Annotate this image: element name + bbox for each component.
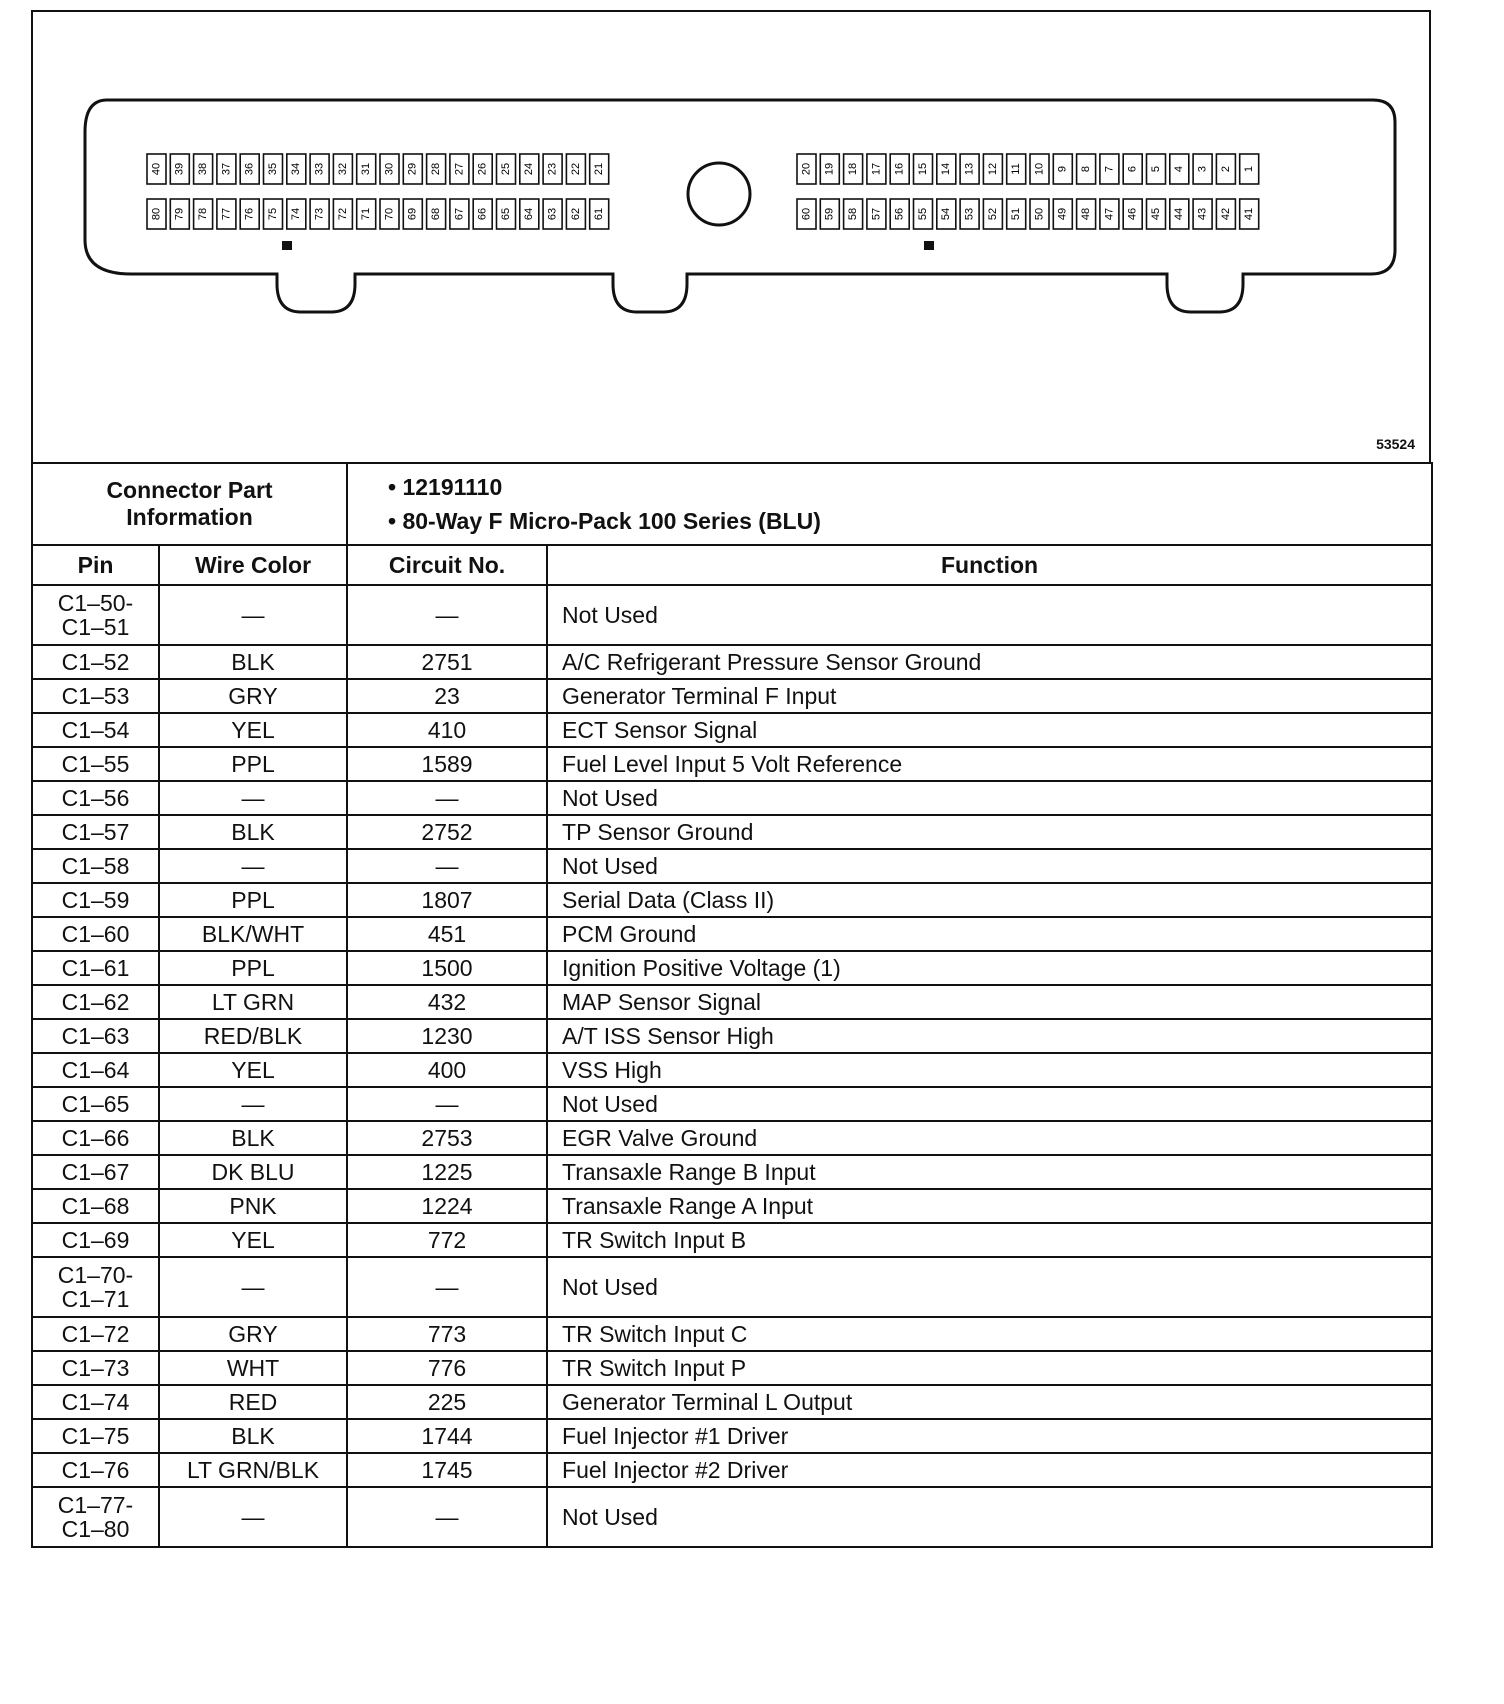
pin-number: 55	[916, 207, 929, 221]
pin-number: 74	[290, 207, 303, 221]
pin-label: C1–70-	[57, 1262, 134, 1288]
pin-number: 9	[1056, 165, 1069, 173]
pin-number: 20	[800, 162, 813, 176]
function-cell: A/C Refrigerant Pressure Sensor Ground	[547, 645, 1432, 679]
table-row	[32, 1385, 1432, 1419]
wire-color-cell: LT GRN/BLK	[159, 1453, 347, 1487]
function-cell: ECT Sensor Signal	[547, 713, 1432, 747]
wire-color-cell: RED/BLK	[159, 1019, 347, 1053]
function-cell: Transaxle Range A Input	[547, 1189, 1432, 1223]
table-row	[32, 1419, 1432, 1453]
circuit-no-cell: 451	[347, 917, 547, 951]
pin-label: C1–62	[61, 988, 130, 1015]
pin-number: 28	[430, 162, 443, 176]
pin-cell	[32, 679, 159, 713]
table-row	[32, 645, 1432, 679]
wire-color-cell: PPL	[159, 883, 347, 917]
pin-cell	[32, 1189, 159, 1223]
circuit-no-cell: 225	[347, 1385, 547, 1419]
wire-color-cell: PNK	[159, 1189, 347, 1223]
pin-cell	[32, 747, 159, 781]
pin-cell	[32, 1419, 159, 1453]
alignment-mark-left	[282, 241, 292, 250]
pin-number: 27	[453, 162, 466, 176]
pin-number: 72	[336, 207, 349, 221]
pin-number: 10	[1033, 162, 1046, 176]
circuit-no-cell: 23	[347, 679, 547, 713]
pin-cell	[32, 1155, 159, 1189]
circuit-no-cell: 410	[347, 713, 547, 747]
function-cell: Serial Data (Class II)	[547, 883, 1432, 917]
pin-label: C1–66	[61, 1124, 130, 1151]
table-row	[32, 985, 1432, 1019]
pin-number: 25	[499, 162, 512, 176]
header-circuit-no: Circuit No.	[347, 545, 547, 585]
pin-cell	[32, 1257, 159, 1317]
pin-number: 64	[523, 207, 536, 221]
header-pin: Pin	[32, 545, 159, 585]
pin-label: C1–74	[61, 1388, 130, 1415]
table-row	[32, 815, 1432, 849]
function-cell: Generator Terminal L Output	[547, 1385, 1432, 1419]
table-row	[32, 1317, 1432, 1351]
function-cell: Fuel Injector #1 Driver	[547, 1419, 1432, 1453]
wire-color-cell: BLK	[159, 1121, 347, 1155]
wire-color-cell: BLK/WHT	[159, 917, 347, 951]
pin-number: 38	[197, 162, 210, 176]
table-row	[32, 849, 1432, 883]
pin-label: C1–60	[61, 920, 130, 947]
pin-number: 51	[1010, 207, 1023, 221]
pin-number: 68	[430, 207, 443, 221]
pin-cell	[32, 1487, 159, 1547]
header-wire-color: Wire Color	[159, 545, 347, 585]
circuit-no-cell: 400	[347, 1053, 547, 1087]
function-cell: Fuel Level Input 5 Volt Reference	[547, 747, 1432, 781]
wire-color-cell: WHT	[159, 1351, 347, 1385]
table-row	[32, 585, 1432, 645]
pin-number: 22	[569, 162, 582, 176]
pin-number: 13	[963, 162, 976, 176]
circuit-no-cell: 2751	[347, 645, 547, 679]
pin-number: 56	[893, 207, 906, 221]
pin-number: 4	[1173, 165, 1186, 173]
pin-number: 33	[313, 162, 326, 176]
connector-face-drawing	[33, 12, 1429, 462]
connector-part-number: • 12191110	[388, 474, 503, 500]
table-row	[32, 1487, 1432, 1547]
pin-number: 41	[1243, 207, 1256, 221]
pin-cell	[32, 917, 159, 951]
connector-info-values	[347, 463, 1432, 545]
pin-number: 76	[243, 207, 256, 221]
table-row	[32, 1053, 1432, 1087]
pin-number: 61	[593, 207, 606, 221]
pin-number: 45	[1149, 207, 1162, 221]
alignment-mark-right	[924, 241, 934, 250]
pin-cell	[32, 781, 159, 815]
pin-label: C1–76	[61, 1456, 130, 1483]
pin-label: C1–65	[61, 1090, 130, 1117]
table-row	[32, 781, 1432, 815]
pin-number: 32	[336, 162, 349, 176]
pin-number: 43	[1196, 207, 1209, 221]
pin-number: 49	[1056, 207, 1069, 221]
function-cell: Not Used	[547, 1087, 1432, 1121]
function-cell: Not Used	[547, 849, 1432, 883]
pin-number: 21	[593, 162, 606, 176]
pin-cavity-group	[147, 154, 1259, 229]
circuit-no-cell: 772	[347, 1223, 547, 1257]
pin-label: C1–53	[61, 682, 130, 709]
pin-number: 66	[476, 207, 489, 221]
pin-number: 80	[150, 207, 163, 221]
table-row	[32, 1087, 1432, 1121]
pin-number: 42	[1219, 207, 1232, 221]
pin-number: 48	[1080, 207, 1093, 221]
wire-color-cell: —	[159, 1087, 347, 1121]
wire-color-cell: —	[159, 1487, 347, 1547]
function-cell: TR Switch Input P	[547, 1351, 1432, 1385]
pin-number: 46	[1126, 207, 1139, 221]
function-cell: Generator Terminal F Input	[547, 679, 1432, 713]
pin-number: 31	[360, 162, 373, 176]
pin-cell	[32, 1453, 159, 1487]
circuit-no-cell: 2752	[347, 815, 547, 849]
pin-number: 3	[1196, 165, 1209, 173]
pin-cell	[32, 1351, 159, 1385]
pin-number: 36	[243, 162, 256, 176]
pin-cell	[32, 951, 159, 985]
pin-number: 17	[870, 162, 883, 176]
pin-cell	[32, 1019, 159, 1053]
pin-number: 65	[499, 207, 512, 221]
function-cell: VSS High	[547, 1053, 1432, 1087]
pin-number: 63	[546, 207, 559, 221]
function-cell: Not Used	[547, 585, 1432, 645]
function-cell: Transaxle Range B Input	[547, 1155, 1432, 1189]
function-cell: TR Switch Input B	[547, 1223, 1432, 1257]
pin-label: C1–61	[61, 954, 130, 981]
pin-number: 12	[986, 162, 999, 176]
wire-color-cell: YEL	[159, 713, 347, 747]
pin-number: 5	[1149, 165, 1162, 173]
wire-color-cell: RED	[159, 1385, 347, 1419]
pin-number: 8	[1080, 165, 1093, 173]
header-function: Function	[547, 545, 1432, 585]
pin-cell	[32, 713, 159, 747]
pin-number: 77	[220, 207, 233, 221]
pin-label: C1–72	[61, 1320, 130, 1347]
circuit-no-cell: 2753	[347, 1121, 547, 1155]
wire-color-cell: GRY	[159, 679, 347, 713]
function-cell: Not Used	[547, 1257, 1432, 1317]
pin-number: 37	[220, 162, 233, 176]
connector-description: • 80-Way F Micro-Pack 100 Series (BLU)	[388, 508, 821, 534]
pin-number: 73	[313, 207, 326, 221]
pin-label: C1–68	[61, 1192, 130, 1219]
circuit-no-cell: 432	[347, 985, 547, 1019]
table-row	[32, 883, 1432, 917]
circuit-no-cell: 1589	[347, 747, 547, 781]
table-row	[32, 1351, 1432, 1385]
circuit-no-cell: 1224	[347, 1189, 547, 1223]
pin-label: C1–56	[61, 784, 130, 811]
pin-number: 58	[847, 207, 860, 221]
table-row	[32, 679, 1432, 713]
function-cell: TP Sensor Ground	[547, 815, 1432, 849]
pin-label: C1–58	[61, 852, 130, 879]
table-row	[32, 713, 1432, 747]
pin-label: C1–63	[61, 1022, 130, 1049]
pin-number: 24	[523, 162, 536, 176]
connector-info-label	[32, 463, 347, 545]
pin-number: 6	[1126, 165, 1139, 173]
table-row	[32, 1223, 1432, 1257]
pin-number: 29	[406, 162, 419, 176]
pin-number: 11	[1010, 163, 1023, 175]
connector-outline	[85, 100, 1395, 312]
table-row	[32, 1189, 1432, 1223]
pin-label: C1–71	[61, 1286, 130, 1312]
pin-label: C1–59	[61, 886, 130, 913]
wire-color-cell: YEL	[159, 1053, 347, 1087]
pin-cell	[32, 1317, 159, 1351]
table-row	[32, 747, 1432, 781]
connector-info-label-line2: Information	[126, 504, 253, 530]
circuit-no-cell: —	[347, 1087, 547, 1121]
pin-label: C1–55	[61, 750, 130, 777]
circuit-no-cell: 1500	[347, 951, 547, 985]
pin-number: 18	[847, 162, 860, 176]
circuit-no-cell: —	[347, 1487, 547, 1547]
function-cell: Not Used	[547, 781, 1432, 815]
pin-number: 39	[173, 162, 186, 176]
pin-number: 23	[546, 162, 559, 176]
pin-label: C1–54	[61, 716, 130, 743]
wire-color-cell: —	[159, 781, 347, 815]
wire-color-cell: —	[159, 1257, 347, 1317]
pin-label: C1–57	[61, 818, 130, 845]
pin-number: 70	[383, 207, 396, 221]
connector-info-row	[32, 463, 1432, 545]
connector-sheet	[31, 10, 1431, 1548]
pin-cell	[32, 1385, 159, 1419]
wire-color-cell: —	[159, 585, 347, 645]
wire-color-cell: BLK	[159, 1419, 347, 1453]
function-cell: Not Used	[547, 1487, 1432, 1547]
table-row	[32, 951, 1432, 985]
pin-cell	[32, 815, 159, 849]
pin-number: 67	[453, 207, 466, 221]
pin-label: C1–51	[61, 614, 130, 640]
wire-color-cell: PPL	[159, 747, 347, 781]
pin-number: 52	[986, 207, 999, 221]
pin-number: 7	[1103, 165, 1116, 173]
pin-number: 75	[266, 207, 279, 221]
connector-diagram	[31, 10, 1431, 462]
wire-color-cell: BLK	[159, 815, 347, 849]
wire-color-cell: PPL	[159, 951, 347, 985]
pin-cell	[32, 883, 159, 917]
pin-number: 53	[963, 207, 976, 221]
circuit-no-cell: 1745	[347, 1453, 547, 1487]
pin-number: 34	[290, 162, 303, 176]
table-row	[32, 1257, 1432, 1317]
table-row	[32, 1155, 1432, 1189]
pin-number: 71	[360, 207, 373, 221]
pin-label: C1–75	[61, 1422, 130, 1449]
function-cell: A/T ISS Sensor High	[547, 1019, 1432, 1053]
pin-cell	[32, 1223, 159, 1257]
pin-cell	[32, 645, 159, 679]
pin-number: 19	[823, 162, 836, 176]
pin-number: 2	[1219, 165, 1232, 173]
pinout-table	[31, 462, 1433, 1548]
pin-number: 50	[1033, 207, 1046, 221]
circuit-no-cell: 1225	[347, 1155, 547, 1189]
pin-number: 60	[800, 207, 813, 221]
function-cell: MAP Sensor Signal	[547, 985, 1432, 1019]
pin-number: 26	[476, 162, 489, 176]
center-keying-hole	[688, 163, 750, 225]
pin-label: C1–64	[61, 1056, 130, 1083]
connector-info-label-line1: Connector Part	[106, 477, 273, 503]
figure-id: 53524	[1376, 436, 1415, 452]
circuit-no-cell: 776	[347, 1351, 547, 1385]
circuit-no-cell: 773	[347, 1317, 547, 1351]
pin-number: 59	[823, 207, 836, 221]
function-cell: PCM Ground	[547, 917, 1432, 951]
pin-number: 62	[569, 207, 582, 221]
pin-number: 69	[406, 207, 419, 221]
pin-label: C1–52	[61, 648, 130, 675]
pin-label: C1–73	[61, 1354, 130, 1381]
function-cell: Ignition Positive Voltage (1)	[547, 951, 1432, 985]
function-cell: EGR Valve Ground	[547, 1121, 1432, 1155]
pin-number: 15	[916, 162, 929, 176]
circuit-no-cell: 1807	[347, 883, 547, 917]
circuit-no-cell: —	[347, 849, 547, 883]
wire-color-cell: YEL	[159, 1223, 347, 1257]
pin-label: C1–67	[61, 1158, 130, 1185]
wire-color-cell: DK BLU	[159, 1155, 347, 1189]
wire-color-cell: GRY	[159, 1317, 347, 1351]
pin-cell	[32, 985, 159, 1019]
circuit-no-cell: 1744	[347, 1419, 547, 1453]
pin-number: 30	[383, 162, 396, 176]
pin-cell	[32, 849, 159, 883]
pin-cell	[32, 585, 159, 645]
pin-label: C1–50-	[57, 590, 134, 616]
circuit-no-cell: —	[347, 585, 547, 645]
pin-number: 16	[893, 162, 906, 176]
pin-label: C1–80	[61, 1516, 130, 1542]
pin-number: 40	[150, 162, 163, 176]
pin-number: 57	[870, 207, 883, 221]
pin-cell	[32, 1053, 159, 1087]
table-row	[32, 1453, 1432, 1487]
pin-number: 47	[1103, 207, 1116, 221]
table-row	[32, 917, 1432, 951]
table-header-row	[32, 545, 1432, 585]
pin-label: C1–69	[61, 1226, 130, 1253]
table-row	[32, 1121, 1432, 1155]
wire-color-cell: BLK	[159, 645, 347, 679]
pin-number: 78	[197, 207, 210, 221]
table-row	[32, 1019, 1432, 1053]
pin-label: C1–77-	[57, 1492, 134, 1518]
pin-number: 79	[173, 207, 186, 221]
function-cell: TR Switch Input C	[547, 1317, 1432, 1351]
pin-number: 54	[940, 207, 953, 221]
circuit-no-cell: 1230	[347, 1019, 547, 1053]
pin-number: 1	[1243, 165, 1256, 173]
function-cell: Fuel Injector #2 Driver	[547, 1453, 1432, 1487]
circuit-no-cell: —	[347, 1257, 547, 1317]
pin-number: 44	[1173, 207, 1186, 221]
pin-number: 14	[940, 162, 953, 176]
pin-number: 35	[266, 162, 279, 176]
circuit-no-cell: —	[347, 781, 547, 815]
wire-color-cell: —	[159, 849, 347, 883]
pin-cell	[32, 1121, 159, 1155]
pin-cell	[32, 1087, 159, 1121]
wire-color-cell: LT GRN	[159, 985, 347, 1019]
